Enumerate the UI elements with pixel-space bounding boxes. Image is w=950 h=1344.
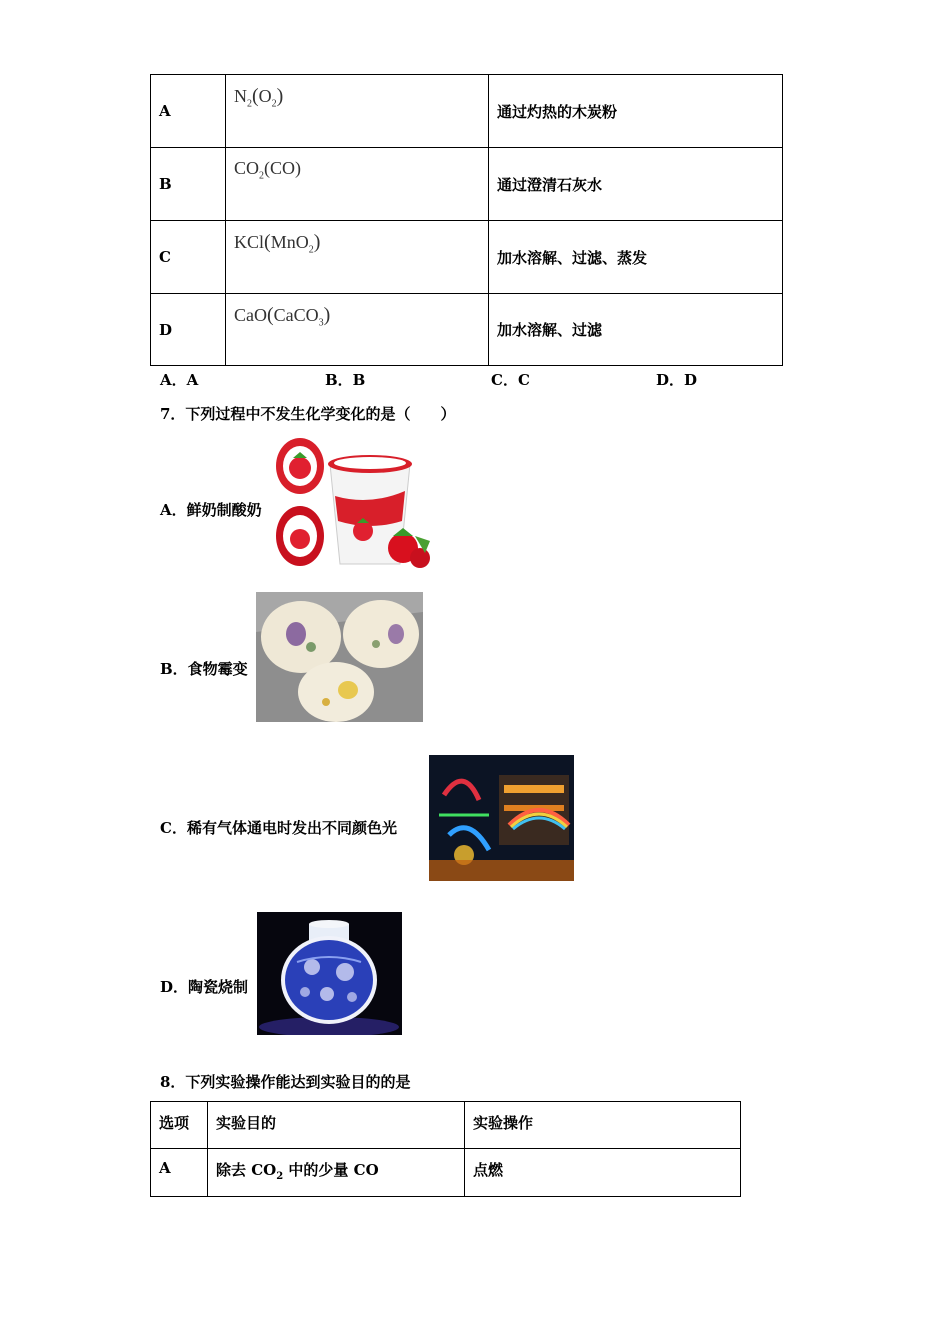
table-row bbox=[151, 1149, 741, 1197]
substance-formula: $CO_2(CO)$ bbox=[226, 148, 489, 221]
option-c[interactable]: C．C bbox=[491, 371, 530, 389]
table-row bbox=[151, 75, 783, 148]
table-row bbox=[151, 294, 783, 366]
option-d[interactable]: D．D bbox=[656, 371, 698, 389]
row-label: A bbox=[151, 75, 226, 148]
question-8: 8．下列实验操作能达到实验目的的是 bbox=[160, 1073, 411, 1091]
method-cell: 加水溶解、过滤、蒸发 bbox=[489, 221, 783, 294]
header-operation: 实验操作 bbox=[465, 1102, 741, 1149]
method-cell: 通过灼热的木炭粉 bbox=[489, 75, 783, 148]
substance-formula: KCl(MnO$_2$) bbox=[226, 221, 489, 294]
neon-lights-image bbox=[429, 755, 574, 881]
row-label: B bbox=[151, 148, 226, 221]
option-a[interactable]: A．A bbox=[160, 371, 199, 389]
separation-table bbox=[150, 74, 783, 366]
row-label: A bbox=[151, 1149, 208, 1197]
purpose-cell: 除去 $CO_2$ 中的少量 CO bbox=[208, 1149, 465, 1197]
table-row bbox=[151, 148, 783, 221]
q7-option-d[interactable]: D．陶瓷烧制 bbox=[160, 978, 249, 996]
question-7: 7．下列过程中不发生化学变化的是（ ） bbox=[160, 405, 456, 423]
method-cell: 通过澄清石灰水 bbox=[489, 148, 783, 221]
experiment-table bbox=[150, 1101, 741, 1197]
option-b[interactable]: B．B bbox=[325, 371, 366, 389]
operation-cell: 点燃 bbox=[465, 1149, 741, 1197]
header-purpose: 实验目的 bbox=[208, 1102, 465, 1149]
yogurt-image bbox=[275, 436, 435, 576]
moldy-buns-image bbox=[256, 592, 423, 722]
q7-option-b[interactable]: B．食物霉变 bbox=[160, 660, 248, 678]
header-option: 选项 bbox=[151, 1102, 208, 1149]
substance-formula: CaO(CaCO$_3$) bbox=[226, 294, 489, 366]
method-cell: 加水溶解、过滤 bbox=[489, 294, 783, 366]
q7-option-a[interactable]: A．鲜奶制酸奶 bbox=[160, 501, 262, 519]
row-label: D bbox=[151, 294, 226, 366]
row-label: C bbox=[151, 221, 226, 294]
porcelain-vase-image bbox=[257, 912, 402, 1035]
substance-formula: $N_2(O_2)$ bbox=[226, 75, 489, 148]
table-header-row bbox=[151, 1102, 741, 1149]
table-row bbox=[151, 221, 783, 294]
q7-option-c[interactable]: C．稀有气体通电时发出不同颜色光 bbox=[160, 819, 397, 837]
